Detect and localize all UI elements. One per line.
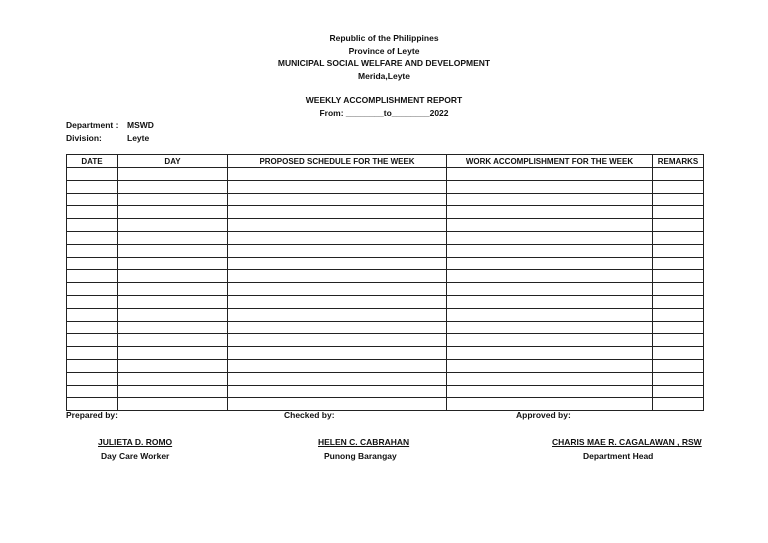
column-header-work-accomplishment: WORK ACCOMPLISHMENT FOR THE WEEK [447, 155, 653, 168]
table-cell [67, 359, 118, 372]
header-republic: Republic of the Philippines [329, 33, 439, 43]
table-cell [447, 398, 653, 411]
table-row [67, 283, 704, 296]
header-municipality: Merida,Leyte [358, 70, 410, 81]
table-cell [118, 372, 228, 385]
table-row [67, 359, 704, 372]
division-value: Leyte [127, 133, 150, 143]
table-row [67, 308, 704, 321]
table-cell [228, 180, 447, 193]
table-cell [653, 308, 704, 321]
table-cell [228, 244, 447, 257]
table-body [67, 168, 704, 411]
table-cell [653, 244, 704, 257]
accomplishment-table [66, 154, 704, 411]
table-row [67, 244, 704, 257]
table-cell [653, 257, 704, 270]
table-cell [653, 168, 704, 181]
table-cell [447, 270, 653, 283]
table-cell [447, 385, 653, 398]
table-cell [118, 398, 228, 411]
table-cell [228, 385, 447, 398]
table-cell [447, 231, 653, 244]
table-cell [67, 385, 118, 398]
table-cell [118, 359, 228, 372]
table-cell [228, 334, 447, 347]
approved-by-label: Approved by: [516, 410, 571, 420]
table-cell [228, 270, 447, 283]
table-cell [118, 295, 228, 308]
table-cell [653, 347, 704, 360]
table-cell [653, 372, 704, 385]
table-cell [653, 385, 704, 398]
table-cell [653, 270, 704, 283]
table-cell [447, 334, 653, 347]
table-cell [447, 372, 653, 385]
table-row [67, 334, 704, 347]
table-cell [118, 270, 228, 283]
report-meta [66, 119, 154, 145]
table-cell [67, 295, 118, 308]
table-cell [67, 372, 118, 385]
table-cell [118, 206, 228, 219]
table-cell [228, 347, 447, 360]
column-header-date: DATE [67, 155, 118, 168]
table-row [67, 231, 704, 244]
table-cell [653, 334, 704, 347]
table-cell [67, 257, 118, 270]
table-cell [653, 193, 704, 206]
table-cell [67, 219, 118, 232]
table-cell [118, 334, 228, 347]
table-row [67, 347, 704, 360]
approved-by-role: Department Head [583, 451, 654, 461]
table-cell [67, 206, 118, 219]
table-cell [67, 193, 118, 206]
table-cell [447, 283, 653, 296]
table-cell [447, 308, 653, 321]
table-row [67, 270, 704, 283]
table-cell [228, 283, 447, 296]
table-cell [228, 257, 447, 270]
table-cell [67, 231, 118, 244]
table-cell [228, 168, 447, 181]
header-province: Province of Leyte [348, 45, 420, 56]
table-cell [67, 398, 118, 411]
table-row [67, 206, 704, 219]
department-value: MSWD [127, 120, 154, 130]
table-row [67, 257, 704, 270]
table-cell [67, 308, 118, 321]
report-period: From: ________to________2022 [319, 107, 449, 118]
column-header-remarks: REMARKS [653, 155, 704, 168]
table-cell [447, 321, 653, 334]
table-cell [118, 308, 228, 321]
table-cell [447, 168, 653, 181]
department-label: Department : [66, 120, 119, 130]
table-cell [67, 321, 118, 334]
division-row [66, 132, 154, 145]
table-cell [447, 257, 653, 270]
checked-by-role: Punong Barangay [324, 451, 397, 461]
table-cell [447, 359, 653, 372]
table-cell [118, 219, 228, 232]
table-cell [228, 219, 447, 232]
table-cell [118, 180, 228, 193]
letterhead [0, 32, 768, 82]
table-cell [67, 283, 118, 296]
table-row [67, 398, 704, 411]
prepared-by-role: Day Care Worker [101, 451, 170, 461]
division-label: Division: [66, 133, 102, 143]
table-cell [228, 359, 447, 372]
table-row [67, 372, 704, 385]
table-cell [67, 270, 118, 283]
table-cell [67, 334, 118, 347]
table-cell [653, 231, 704, 244]
table-cell [447, 347, 653, 360]
report-heading [0, 94, 768, 119]
table-cell [447, 244, 653, 257]
table-row [67, 385, 704, 398]
table-cell [118, 347, 228, 360]
table-row [67, 295, 704, 308]
table-header-row [67, 155, 704, 168]
table-row [67, 193, 704, 206]
table-cell [118, 385, 228, 398]
table-cell [653, 219, 704, 232]
table-cell [228, 308, 447, 321]
table-cell [228, 372, 447, 385]
table-cell [118, 257, 228, 270]
report-title: WEEKLY ACCOMPLISHMENT REPORT [305, 95, 463, 105]
table-cell [67, 180, 118, 193]
table-row [67, 168, 704, 181]
table-cell [228, 231, 447, 244]
table-row [67, 321, 704, 334]
department-row [66, 119, 154, 132]
table-cell [653, 398, 704, 411]
checked-by-label: Checked by: [284, 410, 335, 420]
table-cell [228, 193, 447, 206]
table-cell [447, 193, 653, 206]
table-cell [118, 321, 228, 334]
table-cell [653, 321, 704, 334]
checked-by-name: HELEN C. CABRAHAN [318, 437, 410, 447]
table-cell [447, 295, 653, 308]
table-cell [67, 244, 118, 257]
table-cell [653, 206, 704, 219]
table-cell [228, 206, 447, 219]
prepared-by-name: JULIETA D. ROMO [98, 437, 173, 447]
prepared-by-label: Prepared by: [66, 410, 118, 420]
table-cell [67, 347, 118, 360]
table-cell [447, 219, 653, 232]
table-cell [118, 231, 228, 244]
table-cell [653, 180, 704, 193]
table-cell [228, 295, 447, 308]
table-cell [118, 283, 228, 296]
table-cell [118, 193, 228, 206]
table-cell [447, 180, 653, 193]
column-header-day: DAY [118, 155, 228, 168]
table-row [67, 180, 704, 193]
table-cell [228, 398, 447, 411]
header-office: MUNICIPAL SOCIAL WELFARE AND DEVELOPMENT [277, 58, 491, 68]
approved-by-name: CHARIS MAE R. CAGALAWAN , RSW [552, 437, 702, 447]
table-cell [118, 168, 228, 181]
table-cell [118, 244, 228, 257]
column-header-proposed-schedule: PROPOSED SCHEDULE FOR THE WEEK [228, 155, 447, 168]
table-cell [67, 168, 118, 181]
table-row [67, 219, 704, 232]
table-cell [228, 321, 447, 334]
table-cell [653, 359, 704, 372]
table-cell [653, 295, 704, 308]
table-cell [447, 206, 653, 219]
table-cell [653, 283, 704, 296]
